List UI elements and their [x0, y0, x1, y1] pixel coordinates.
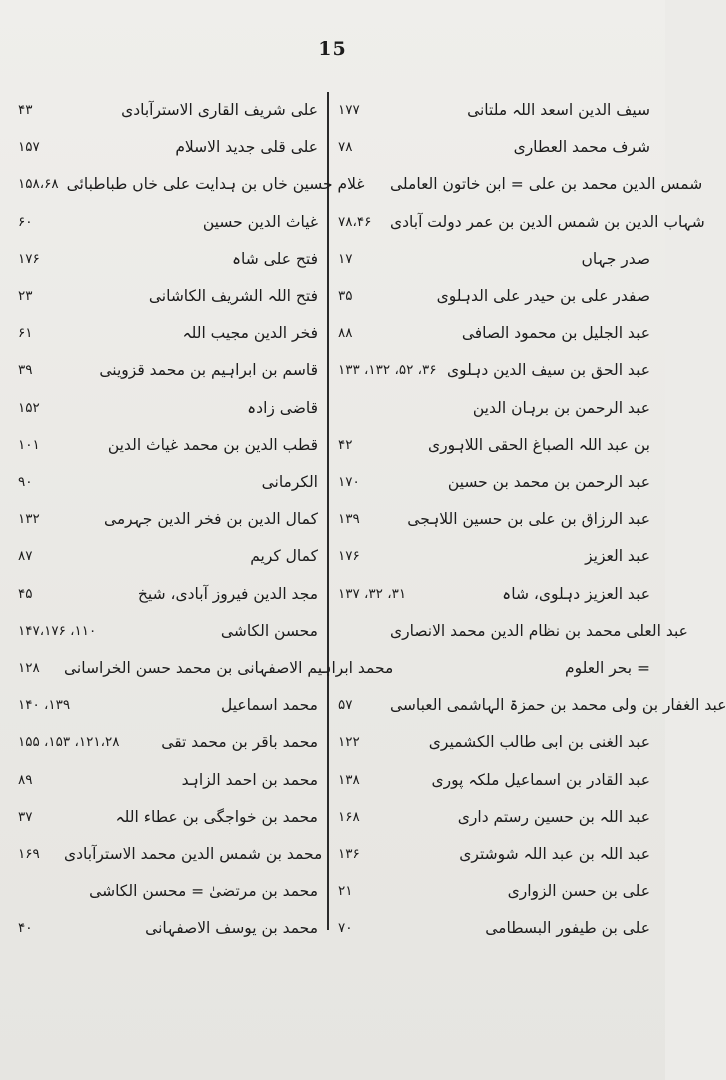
index-entry-name: غیاث الدین حسین [202, 212, 318, 231]
index-entry [18, 650, 394, 686]
index-entry-pages: ۶۰ [18, 213, 33, 230]
index-entry [338, 129, 650, 165]
index-entry [18, 501, 318, 537]
index-entry-name: عبد اللہ بن عبد اللہ شوشتری [459, 845, 650, 863]
index-entry [18, 576, 318, 612]
index-entry [18, 166, 365, 202]
index-entry-pages: ۱۷۷ [338, 102, 360, 118]
index-entry-pages: ۳۵ [338, 288, 353, 304]
index-entry [18, 538, 318, 574]
index-entry-name: صفدر علی بن حیدر علی الدہلوی [436, 287, 650, 305]
index-entry-pages: ۴۰ [18, 920, 33, 937]
index-entry-name: غلام حسین خاں بن ہدایت علی خاں طباطبائی [66, 175, 365, 194]
index-entry-pages: ۳۷ [18, 808, 33, 825]
index-entry [18, 910, 318, 946]
index-entry-name: قاضی زادہ [247, 398, 318, 417]
index-entry-pages: ۲۱ [338, 883, 353, 900]
index-entry-name: محسن الکاشی [220, 621, 318, 640]
index-entry-pages: ۳۶، ۵۲، ۱۳۲، ۱۳۳ [338, 362, 437, 379]
index-entry-name: کمال الدین بن فخر الدین جہرمی [103, 510, 318, 529]
index-entry-name: شمس الدین محمد بن علی = ابن خاتون العاملی [390, 175, 703, 194]
index-entry [338, 390, 650, 426]
index-entry-pages: ۴۲ [338, 436, 353, 453]
index-entry [18, 278, 318, 314]
index-entry-pages: ۱۵۷ [18, 139, 40, 156]
index-entry-name: عبد الحق بن سیف الدین دہلوی [446, 361, 650, 380]
index-entry-name: عبد العزیز [585, 547, 650, 566]
index-entry-pages: ۲۳ [18, 288, 33, 304]
index-entry-pages: ۱۲۲ [338, 734, 360, 751]
index-entry [18, 315, 318, 351]
index-entry-pages: ۱۳۶ [338, 846, 360, 862]
index-entry-name: قاسم بن ابراہیم بن محمد قزوینی [99, 361, 318, 380]
index-entry-name: عبد العزیز دہلوی، شاہ [502, 584, 650, 603]
index-entry [338, 687, 726, 723]
index-entry [18, 92, 318, 128]
page-number: 15 [318, 38, 347, 60]
index-entry [338, 762, 650, 798]
index-entry-name: محمد باقر بن محمد تقی [161, 733, 318, 752]
index-entry-pages: ۷۸،۴۶ [338, 213, 372, 230]
index-entry-pages: ۱۳۹، ۱۴۰ [18, 697, 71, 714]
index-entry [338, 799, 650, 835]
index-entry-name: فتح علی شاہ [231, 249, 318, 268]
index-entry-pages: ۶۱ [18, 325, 33, 342]
index-entry [18, 687, 318, 723]
index-entry [338, 910, 650, 946]
index-entry-name: عبد الغفار بن ولی محمد بن حمزۃ الہاشمی العباسی [390, 696, 726, 715]
index-entry-name: عبد الرحمن بن برہان الدین [472, 398, 650, 417]
index-entry-pages: ۱۶۹ [18, 846, 40, 862]
index-entry [18, 613, 318, 649]
index-entry-pages: ۸۹ [18, 771, 33, 788]
index-entry [338, 166, 703, 202]
index-entry-name: محمد بن خواجگی بن عطاء اللہ [115, 807, 318, 826]
index-entry-name: محمد بن یوسف الاصفہانی [145, 919, 318, 938]
index-entry-name: عبد اللہ بن حسین رستم داری [457, 807, 650, 826]
index-entry [338, 92, 650, 128]
index-entry-name: علی بن حسن الزواری [507, 882, 650, 901]
index-entry [18, 204, 318, 240]
index-entry-pages: ۳۹ [18, 362, 33, 379]
index-entry [18, 873, 318, 909]
index-entry-name: فخر الدین مجیب اللہ [182, 324, 318, 343]
index-entry [338, 836, 650, 872]
index-entry [18, 427, 318, 463]
index-entry-pages: ۱۷۶ [18, 250, 40, 267]
index-entry-name: محمد بن مرتضیٰ = محسن الکاشی [89, 882, 318, 901]
index-entry [338, 576, 650, 612]
index-entry-name: سیف الدین اسعد اللہ ملتانی [467, 101, 650, 119]
index-entry-pages: ۷۰ [338, 920, 353, 937]
column-divider [327, 92, 329, 930]
index-entry-name: محمد اسماعیل [221, 696, 318, 715]
index-entry-pages: ۷۸ [338, 139, 353, 156]
index-entry [338, 538, 650, 574]
index-entry-name: عبد العلی محمد بن نظام الدین محمد الانصاری [390, 621, 688, 640]
index-entry [338, 241, 650, 277]
index-entry-pages: ۱۳۲ [18, 511, 40, 528]
index-entry-name: کمال کریم [250, 547, 318, 566]
index-entry-pages: ۱۳۹ [338, 511, 360, 528]
index-entry [338, 873, 650, 909]
index-entry [338, 427, 650, 463]
index-entry-name: صدر جہاں [581, 249, 650, 268]
index-entry-pages: ۸۸ [338, 325, 353, 342]
index-entry-name: عبد الجلیل بن محمود الصافی [461, 324, 650, 343]
index-entry-name: محمد ابراہیم الاصفہانی بن محمد حسن الخراسانی [64, 659, 394, 677]
index-entry-pages: ۱۷۰ [338, 474, 360, 490]
index-entry-pages: ۱۱۰، ۱۴۷،۱۷۶ [18, 622, 97, 639]
index-entry-pages: ۱۵۸،۶۸ [18, 176, 59, 193]
index-entry-pages: ۳۱، ۳۲، ۱۳۷ [338, 585, 407, 602]
index-entry [18, 836, 323, 872]
index-entry-name: شہاب الدین بن شمس الدین بن عمر دولت آبادی [390, 212, 705, 231]
index-entry-pages: ۱۰۱ [18, 436, 40, 453]
index-entry-pages: ۴۵ [18, 585, 33, 602]
index-entry-name: = بحر العلوم [565, 659, 650, 677]
index-entry [18, 464, 318, 500]
index-entry [18, 724, 318, 760]
index-entry-name: علی شریف القاری الاسترآبادی [121, 101, 318, 119]
index-entry [18, 352, 318, 388]
index-entry-name: الکرمانی [261, 473, 318, 491]
index-entry [18, 799, 318, 835]
index-entry [18, 390, 318, 426]
index-entry [338, 613, 688, 649]
index-entry-name: محمد بن احمد الزاہد [181, 770, 318, 789]
index-entry [338, 204, 705, 240]
index-entry-pages: ۱۷ [338, 250, 353, 267]
index-entry-name: مجد الدین فیروز آبادی، شیخ [137, 584, 318, 603]
index-entry [18, 762, 318, 798]
index-entry-pages: ۹۰ [18, 474, 33, 490]
index-entry-name: عبد القادر بن اسماعیل ملکہ پوری [431, 770, 650, 789]
index-entry-name: فتح اللہ الشریف الکاشانی [148, 287, 318, 305]
index-entry-pages: ۱۵۲ [18, 399, 40, 416]
index-entry-pages: ۱۷۶ [338, 548, 360, 565]
index-entry [338, 464, 650, 500]
index-entry-name: بن عبد اللہ الصباغ الحقی اللاہوری [428, 435, 650, 454]
index-entry [18, 241, 318, 277]
index-entry-name: عبد الرزاق بن علی بن حسین اللاہجی [407, 510, 650, 529]
index-entry-pages: ۱۲۱،۲۸، ۱۵۳، ۱۵۵ [18, 734, 120, 751]
index-entry [338, 315, 650, 351]
index-entry-name: عبد الرحمن بن محمد بن حسین [447, 473, 650, 491]
index-entry-name: علی قلی جدید الاسلام [175, 138, 318, 157]
index-entry-pages: ۱۶۸ [338, 808, 360, 825]
index-entry-name: محمد بن شمس الدین محمد الاسترآبادی [64, 845, 323, 863]
index-entry-pages: ۵۷ [338, 697, 353, 714]
index-entry-name: شرف محمد العطاری [513, 138, 650, 157]
index-entry [338, 650, 650, 686]
index-entry [18, 129, 318, 165]
index-entry-name: علی بن طیفور البسطامی [485, 919, 650, 938]
index-entry [338, 352, 650, 388]
index-entry [338, 724, 650, 760]
index-entry-name: عبد الغنی بن ابی طالب الکشمیری [428, 733, 650, 752]
index-entry-pages: ۱۳۸ [338, 771, 360, 788]
index-entry-pages: ۴۳ [18, 102, 33, 118]
index-entry [338, 278, 650, 314]
index-entry [338, 501, 650, 537]
index-entry-pages: ۱۲۸ [18, 660, 40, 676]
index-entry-pages: ۸۷ [18, 548, 33, 565]
index-entry-name: قطب الدین بن محمد غیاث الدین [107, 435, 318, 454]
